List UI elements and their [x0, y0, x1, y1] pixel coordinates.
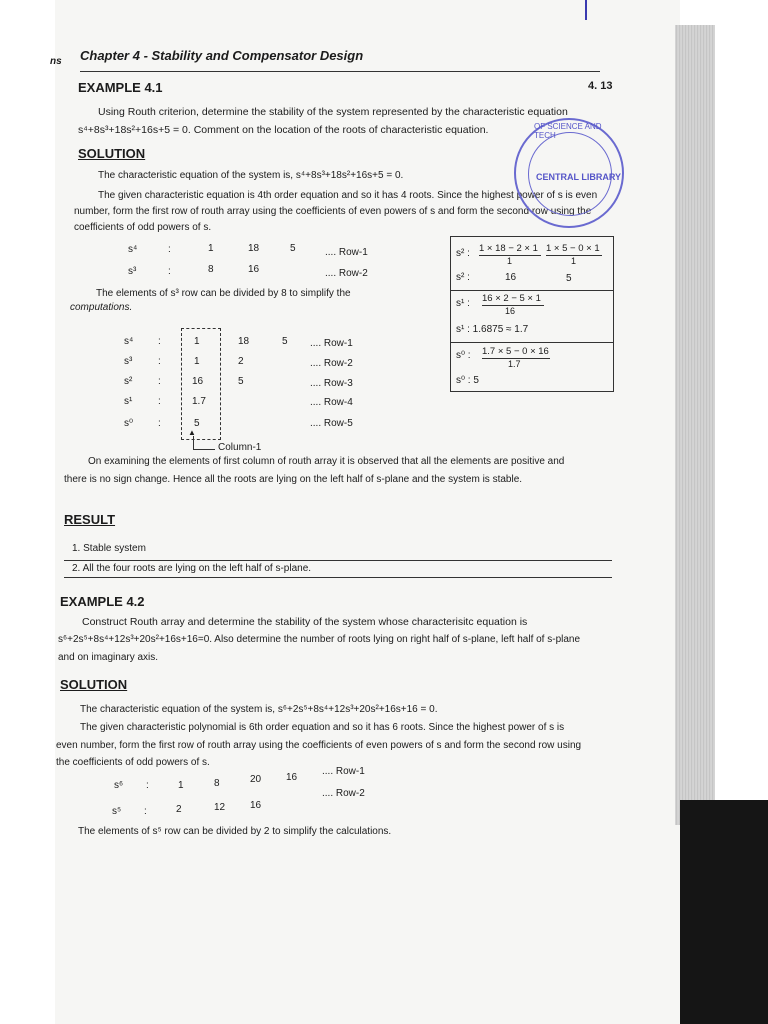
ex2-row1-v1: 1: [178, 780, 184, 791]
column-pointer-stem: [193, 436, 194, 450]
ex2-row1-sep: :: [146, 780, 149, 791]
dark-background: [680, 800, 768, 1024]
routh-row5-power: s⁰: [124, 418, 134, 429]
ex2-row2-power: s⁵: [112, 806, 122, 817]
routh-row5-sep: :: [158, 418, 161, 429]
calc-s0-frac-num: 1.7 × 5 − 0 × 16: [482, 346, 549, 357]
ex1-conclusion-line1: On examining the elements of first column of routh array it is observed that all the elements are positive and: [88, 456, 565, 467]
routh-row3-power: s²: [124, 376, 133, 387]
ex1-para1: The characteristic equation of the system is, s⁴+8s³+18s²+16s+5 = 0.: [98, 170, 404, 181]
page-number: 4. 13: [588, 80, 613, 92]
ex1-divide-note-line1: The elements of s³ row can be divided by 8 to simplify the: [96, 288, 351, 299]
calc-s2-frac2-num: 1 × 5 − 0 × 1: [546, 243, 600, 254]
ex1-init-row2-sep: :: [168, 266, 171, 277]
ex2-solution-heading: SOLUTION: [60, 677, 128, 692]
calc-s2-frac1-den: 1: [507, 256, 513, 266]
ex2-para2-line1: The given characteristic polynomial is 6th order equation and so it has 6 roots. Since the highest power of s is: [80, 722, 565, 733]
result-item-1: 1. Stable system: [72, 543, 146, 554]
calc-box-divider-1: [450, 290, 613, 291]
margin-tab: ns: [50, 56, 62, 67]
column-arrow-icon: ▲: [188, 428, 196, 437]
ex2-problem-line3: and on imaginary axis.: [58, 652, 159, 663]
chapter-title: Chapter 4 - Stability and Compensator Design: [80, 48, 364, 63]
ex2-divide-note: The elements of s⁵ row can be divided by 2 to simplify the calculations.: [78, 826, 392, 837]
ex1-para2-line1: The given characteristic equation is 4th order equation and so it has 4 roots. Since the highest power of s is even: [98, 190, 598, 201]
ex2-problem-line2: s⁶+2s⁵+8s⁴+12s³+20s²+16s+16=0. Also determine the number of roots lying on right half of s-plane, left half of s-plane: [58, 634, 581, 645]
routh-row1-c3: 5: [282, 336, 288, 347]
header-rule: [80, 71, 600, 72]
ex1-init-row2-label: .... Row-2: [325, 268, 368, 279]
ex1-init-row1-v3: 5: [290, 243, 296, 254]
ex2-row2-label: .... Row-2: [322, 788, 365, 799]
result-heading: RESULT: [64, 512, 116, 527]
ex2-row1-power: s⁶: [114, 780, 124, 791]
routh-row4-c1: 1.7: [192, 396, 206, 407]
calc-s0-label: s⁰ :: [456, 350, 471, 361]
ex2-row1-label: .... Row-1: [322, 766, 365, 777]
column-pointer-leg: [193, 449, 215, 450]
routh-row3-sep: :: [158, 376, 161, 387]
ex1-conclusion-line2: there is no sign change. Hence all the roots are lying on the left half of s-plane and the system is stable.: [64, 474, 523, 485]
ex1-init-row1-label: .... Row-1: [325, 247, 368, 258]
ex2-para1: The characteristic equation of the system is, s⁶+2s⁵+8s⁴+12s³+20s²+16s+16 = 0.: [80, 704, 438, 715]
routh-row1-c1: 1: [194, 336, 200, 347]
calc-s1-frac-num: 16 × 2 − 5 × 1: [482, 293, 541, 304]
calc-box: [450, 236, 614, 392]
routh-row5-label: .... Row-5: [310, 418, 353, 429]
ex1-init-row1-sep: :: [168, 244, 171, 255]
routh-row1-sep: :: [158, 336, 161, 347]
ex2-problem-line1: Construct Routh array and determine the stability of the system whose characterisitc equation is: [82, 616, 528, 628]
routh-row3-label: .... Row-3: [310, 378, 353, 389]
result-rule: [64, 560, 612, 561]
calc-s1-label: s¹ :: [456, 298, 470, 309]
routh-row5-c1: 5: [194, 418, 200, 429]
ex2-row2-v2: 12: [214, 802, 226, 813]
ex2-row2-sep: :: [144, 806, 147, 817]
ex2-row1-v4: 16: [286, 772, 298, 783]
page-edge-stack: [675, 25, 715, 825]
ex1-init-row1-power: s⁴: [128, 244, 138, 255]
ex1-init-row1-v2: 18: [248, 243, 260, 254]
routh-row4-sep: :: [158, 396, 161, 407]
routh-row4-power: s¹: [124, 396, 133, 407]
ex2-row2-v3: 16: [250, 800, 262, 811]
ex1-init-row2-v1: 8: [208, 264, 214, 275]
routh-row3-c2: 5: [238, 376, 244, 387]
calc-s2-label: s² :: [456, 248, 470, 259]
ex1-init-row1-v1: 1: [208, 243, 214, 254]
calc-s2-result-label: s² :: [456, 272, 470, 283]
ex2-row1-v3: 20: [250, 774, 262, 785]
ink-mark: [585, 0, 707, 20]
routh-row1-label: .... Row-1: [310, 338, 353, 349]
ex2-row2-v1: 2: [176, 804, 182, 815]
ex2-row1-v2: 8: [214, 778, 220, 789]
routh-row2-label: .... Row-2: [310, 358, 353, 369]
calc-s2-frac1-num: 1 × 18 − 2 × 1: [479, 243, 538, 254]
calc-box-divider-2: [450, 342, 613, 343]
ex1-init-row2-v2: 16: [248, 264, 260, 275]
example-4-1-title: EXAMPLE 4.1: [78, 80, 163, 95]
calc-s0-result: s⁰ : 5: [456, 375, 479, 386]
library-stamp: OF SCIENCE AND TECH CENTRAL LIBRARY: [514, 118, 624, 228]
ex1-problem-line1: Using Routh criterion, determine the stability of the system represented by the characteristic equation: [98, 106, 568, 118]
ex1-problem-line2: s⁴+8s³+18s²+16s+5 = 0. Comment on the location of the roots of characteristic equation.: [78, 124, 489, 136]
calc-s0-frac-den: 1.7: [508, 359, 521, 369]
ex2-para2-line3: the coefficients of odd powers of s.: [56, 757, 210, 768]
ex1-divide-note-line2: computations.: [70, 302, 133, 313]
ex1-para2-line3: coefficients of odd powers of s.: [74, 222, 212, 233]
routh-row4-label: .... Row-4: [310, 397, 353, 408]
calc-s2-frac2-den: 1: [571, 256, 577, 266]
routh-row2-c2: 2: [238, 356, 244, 367]
ex1-init-row2-power: s³: [128, 266, 137, 277]
routh-row2-power: s³: [124, 356, 133, 367]
ex2-para2-line2: even number, form the first row of routh array using the coefficients of even powers of s and form the second row using: [56, 740, 582, 751]
routh-row1-c2: 18: [238, 336, 250, 347]
example-4-2-title: EXAMPLE 4.2: [60, 594, 145, 609]
result-item-2: 2. All the four roots are lying on the left half of s-plane.: [72, 563, 312, 574]
routh-row2-c1: 1: [194, 356, 200, 367]
calc-s2-result-v1: 16: [505, 272, 517, 283]
routh-row1-power: s⁴: [124, 336, 134, 347]
ex1-solution-heading: SOLUTION: [78, 146, 146, 161]
routh-row3-c1: 16: [192, 376, 204, 387]
calc-s2-result-v2: 5: [566, 273, 572, 284]
routh-row2-sep: :: [158, 356, 161, 367]
column-1-label: Column-1: [218, 442, 262, 453]
calc-s1-result: s¹ : 1.6875 ≈ 1.7: [456, 324, 529, 335]
ex1-para2-line2: number, form the first row of routh array using the coefficients of even powers of s and form the second row using the: [74, 206, 592, 217]
section-rule: [64, 577, 612, 578]
calc-s1-frac-den: 16: [505, 306, 516, 316]
